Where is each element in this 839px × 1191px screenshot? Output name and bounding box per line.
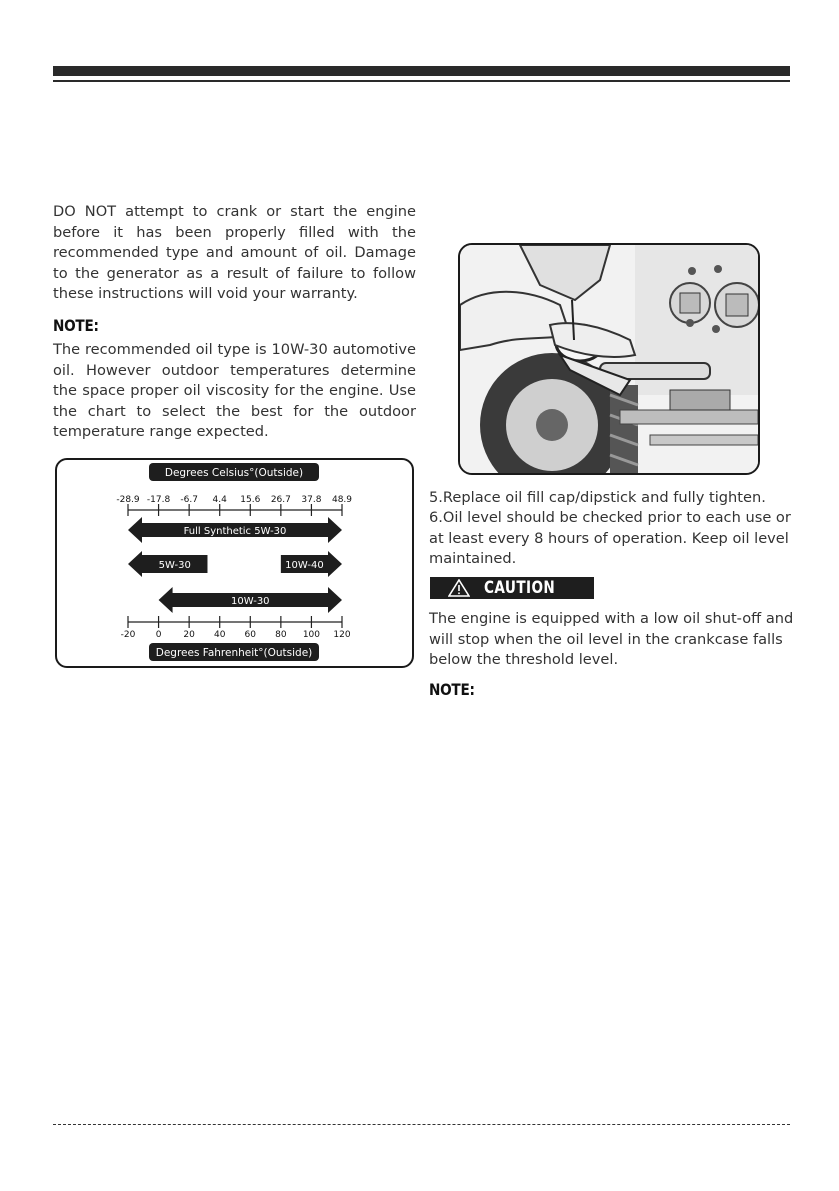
chart-canvas — [57, 460, 412, 666]
celsius-tick-label: -28.9 — [116, 495, 140, 505]
range-bar-label: 10W-30 — [231, 596, 270, 607]
fahrenheit-tick-label: 120 — [333, 630, 351, 640]
range-bar-label: 10W-40 — [285, 560, 324, 571]
celsius-tick-label: 37.8 — [301, 495, 322, 505]
oil-pour-illustration — [460, 245, 758, 473]
oil-filling-photo — [458, 243, 760, 475]
fahrenheit-tick-label: 60 — [244, 630, 257, 640]
note-paragraph: The recommended oil type is 10W-30 automotive oil. However outdoor temperatures determine the space proper oil viscosity for the engine. Use the chart to select the best for the outdoor temperature range expected. — [53, 341, 416, 441]
fahrenheit-tick-label: 20 — [183, 630, 195, 640]
celsius-axis-title: Degrees Celsius°(Outside) — [164, 467, 304, 479]
fahrenheit-tick-label: 0 — [155, 630, 162, 640]
range-bar-label: 5W-30 — [158, 560, 191, 571]
caution-banner — [430, 577, 594, 599]
fahrenheit-tick-label: 100 — [302, 630, 321, 640]
fahrenheit-tick-label: 80 — [275, 630, 287, 640]
range-bar-label: Full Synthetic 5W-30 — [183, 526, 287, 537]
fahrenheit-tick-label: 40 — [213, 630, 226, 640]
step-5-text: 5.Replace oil fill cap/dipstick and fully tighten. — [429, 489, 766, 506]
celsius-tick-label: 15.6 — [240, 495, 261, 505]
fahrenheit-axis-title: Degrees Fahrenheit°(Outside) — [155, 647, 313, 659]
celsius-tick-label: -17.8 — [146, 495, 171, 505]
warning-paragraph: DO NOT attempt to crank or start the engine before it has been properly filled with the recommended type and amount of oil. Damage to the generator as a result of failure to follow these instructions will void your warranty. — [53, 203, 416, 303]
oil-viscosity-chart — [55, 458, 414, 668]
fahrenheit-tick-label: -20 — [120, 630, 136, 640]
header-bar — [53, 66, 790, 76]
header-rule — [53, 80, 790, 82]
warning-triangle-icon — [448, 579, 470, 597]
celsius-tick-label: -6.7 — [180, 495, 198, 505]
note-heading: NOTE: — [53, 316, 99, 335]
step-6-text: 6.Oil level should be checked prior to each use or at least every 8 hours of operation. Keep oil level maintained. — [429, 509, 791, 568]
celsius-tick-label: 26.7 — [270, 495, 291, 505]
note-heading-right: NOTE: — [429, 680, 475, 699]
caution-paragraph: The engine is equipped with a low oil shut-off and will stop when the oil level in the crankcase falls below the threshold level. — [429, 610, 794, 669]
caution-label: CAUTION — [484, 578, 556, 598]
celsius-tick-label: 4.4 — [212, 495, 227, 505]
footer-rule — [53, 1124, 790, 1125]
celsius-tick-label: 48.9 — [331, 495, 353, 505]
